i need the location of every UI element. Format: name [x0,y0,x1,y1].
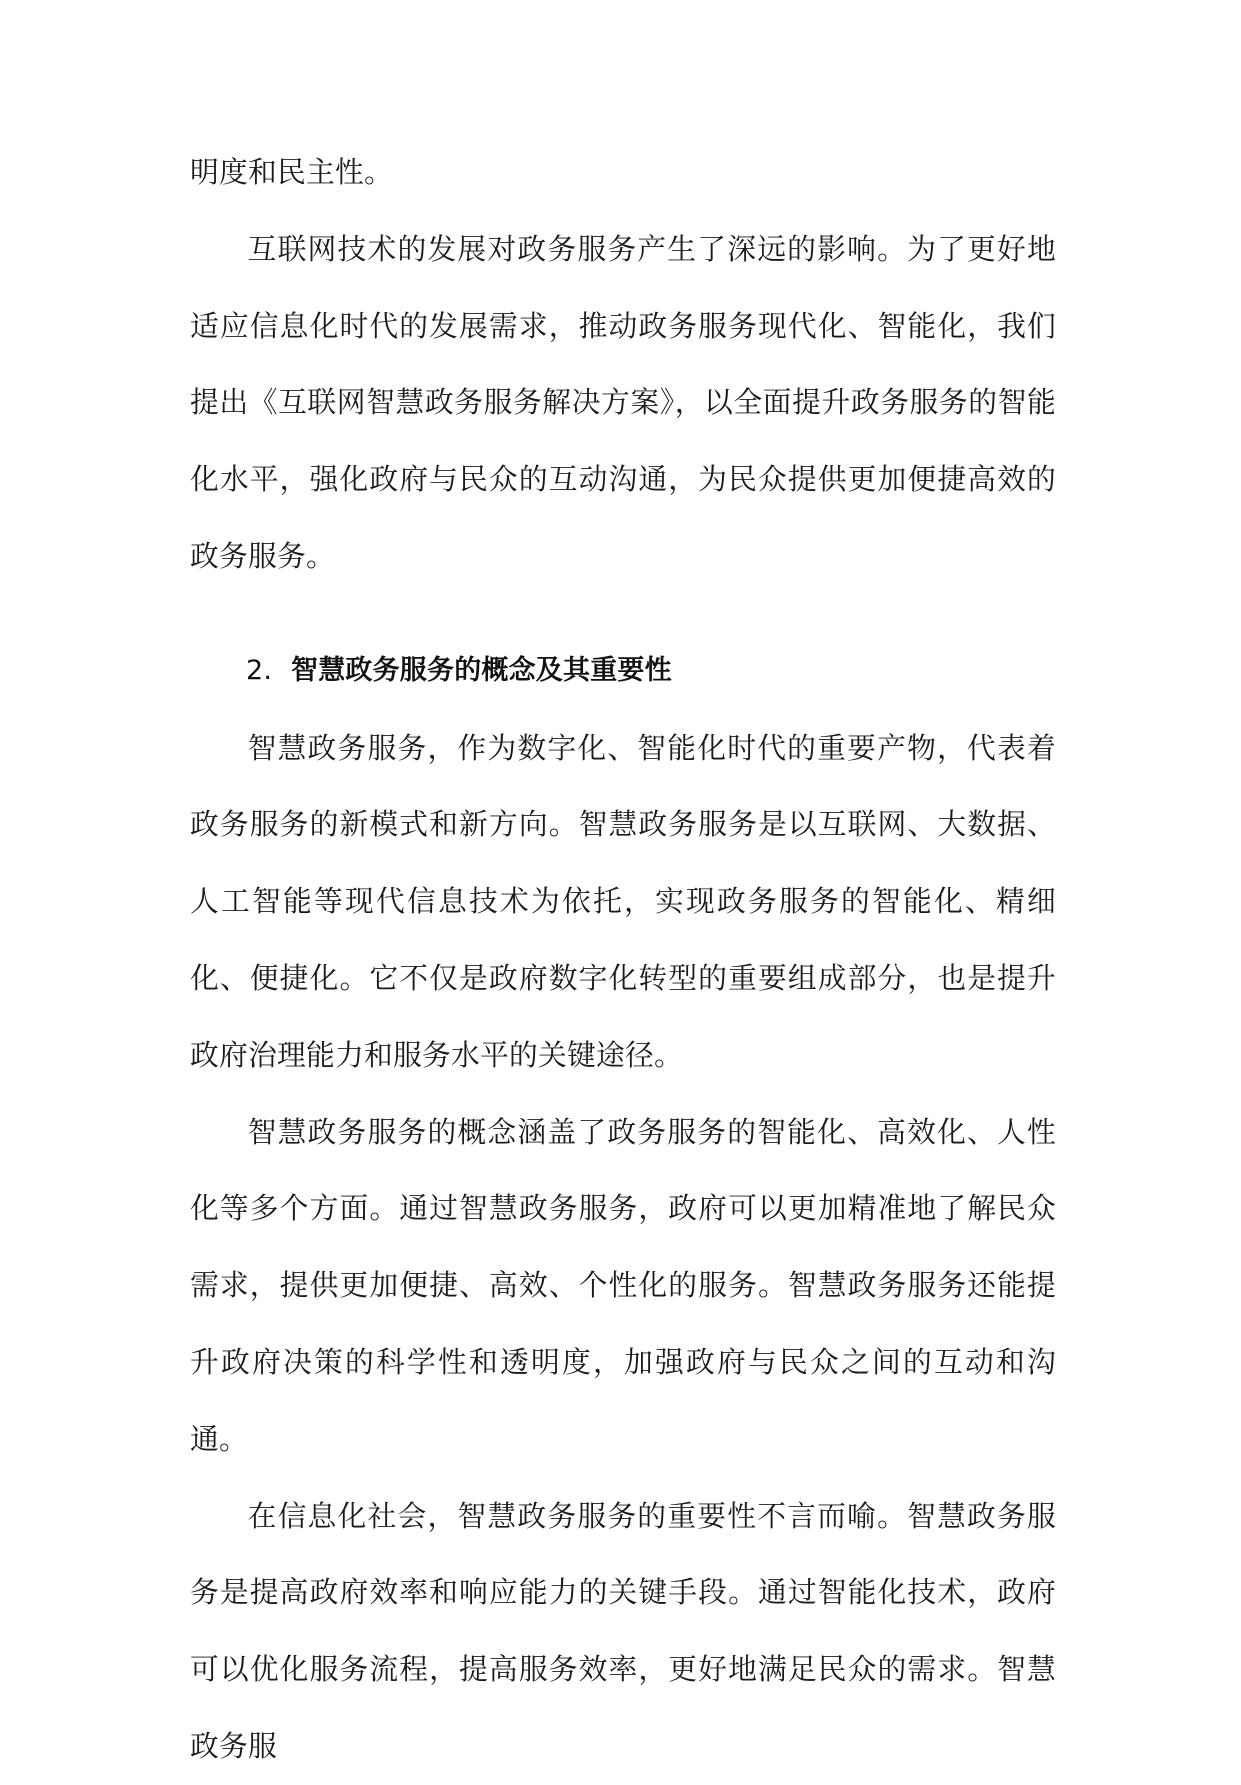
scope-paragraph: 智慧政务服务的概念涵盖了政务服务的智能化、高效化、人性化等多个方面。通过智慧政务服务，政府可以更加精准地了解民众需求，提供更加便捷、高效、个性化的服务。智慧政务服务还能提升政府决策的科学性和透明度，加强政府与民众之间的互动和沟通。 [190,1114,1056,1456]
concept-paragraph: 智慧政务服务，作为数字化、智能化时代的重要产物，代表着政务服务的新模式和新方向。智慧政务服务是以互联网、大数据、人工智能等现代信息技术为依托，实现政务服务的智能化、精细化、便捷化。它不仅是政府数字化转型的重要组成部分，也是提升政府治理能力和服务水平的关键途径。 [190,730,1056,1072]
section-number: 2. [246,654,273,686]
importance-paragraph: 在信息化社会，智慧政务服务的重要性不言而喻。智慧政务服务是提高政府效率和响应能力的关键手段。通过智能化技术，政府可以优化服务流程，提高服务效率，更好地满足民众的需求。智慧政务服 [190,1498,1056,1763]
section-heading [190,633,1056,710]
intro-paragraph: 互联网技术的发展对政务服务产生了深远的影响。为了更好地适应信息化时代的发展需求，推动政务服务现代化、智能化，我们提出《互联网智慧政务服务解决方案》，以全面提升政务服务的智能化水平，强化政府与民众的互动沟通，为民众提供更加便捷高效的政务服务。 [190,231,1056,573]
continued-paragraph: 明度和民主性。 [190,155,393,189]
section-title: 智慧政务服务的概念及其重要性 [291,654,672,686]
body-text [190,134,1056,1785]
section-spacer [190,595,1056,633]
